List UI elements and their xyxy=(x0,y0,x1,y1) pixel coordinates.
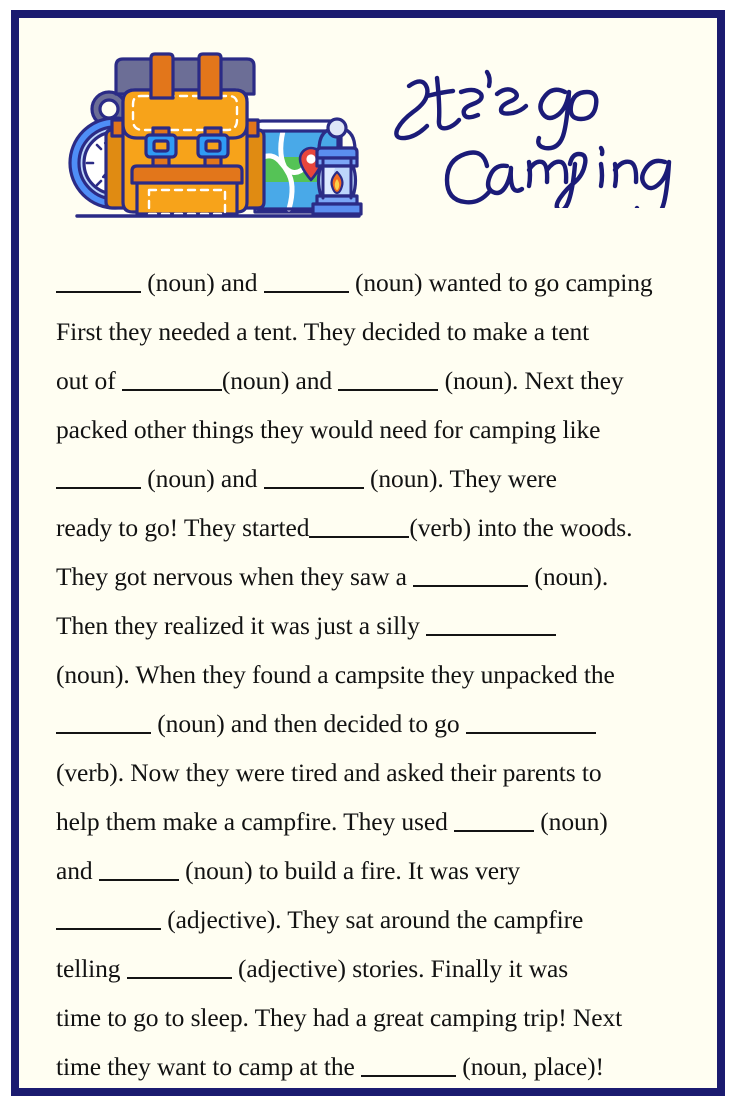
story-line xyxy=(56,601,716,650)
fill-in-blank[interactable] xyxy=(413,562,528,587)
story-line xyxy=(56,454,716,503)
story-text: (noun) and xyxy=(141,464,264,493)
fill-in-blank[interactable] xyxy=(56,905,161,930)
worksheet-header xyxy=(19,18,717,240)
story-line xyxy=(56,944,716,993)
story-text: (noun) wanted to go camping xyxy=(348,268,653,297)
fill-in-blank[interactable] xyxy=(466,709,596,734)
story-line xyxy=(56,993,716,1042)
story-text: ready to go! They started xyxy=(56,513,310,542)
story-line xyxy=(56,552,716,601)
page-border-frame xyxy=(11,10,725,1096)
story-text: (adjective) stories. Finally it was xyxy=(231,954,569,983)
story-text: help them make a campfire. They used xyxy=(56,807,455,836)
story-line xyxy=(56,258,716,307)
camping-gear-illustration xyxy=(67,32,367,232)
story-text: out of xyxy=(56,366,122,395)
story-line xyxy=(56,356,716,405)
story-line xyxy=(56,797,716,846)
story-text: (noun) xyxy=(534,807,608,836)
fill-in-blank[interactable] xyxy=(454,807,534,832)
fill-in-blank[interactable] xyxy=(264,464,364,489)
madlib-story-body xyxy=(56,258,716,1091)
story-text: (noun). They were xyxy=(363,464,557,493)
story-text: (verb). Now they were tired and asked their parents to xyxy=(56,758,602,787)
story-line xyxy=(56,650,716,699)
fill-in-blank[interactable] xyxy=(127,954,232,979)
story-line xyxy=(56,307,716,356)
story-text: They got nervous when they saw a xyxy=(56,562,414,591)
story-text: (noun, place)! xyxy=(456,1052,604,1081)
fill-in-blank[interactable] xyxy=(426,611,556,636)
story-line xyxy=(56,895,716,944)
story-text: (adjective). They sat around the campfire xyxy=(161,905,584,934)
fill-in-blank[interactable] xyxy=(56,268,141,293)
story-text: Then they realized it was just a silly xyxy=(56,611,426,640)
story-text: (noun). Next they xyxy=(438,366,624,395)
page-title xyxy=(379,58,709,208)
story-text: (verb) into the woods. xyxy=(409,513,633,542)
story-line xyxy=(56,405,716,454)
story-text: and xyxy=(56,856,99,885)
story-line xyxy=(56,503,716,552)
story-text: First they needed a tent. They decided to make a tent xyxy=(56,317,590,346)
story-line xyxy=(56,748,716,797)
fill-in-blank[interactable] xyxy=(309,513,409,538)
story-text: (noun). xyxy=(528,562,609,591)
story-text: time they want to camp at the xyxy=(56,1052,362,1081)
story-text: (noun) and xyxy=(221,366,339,395)
fill-in-blank[interactable] xyxy=(264,268,349,293)
story-line xyxy=(56,1042,716,1091)
story-line xyxy=(56,846,716,895)
story-line xyxy=(56,699,716,748)
fill-in-blank[interactable] xyxy=(361,1052,456,1077)
story-text: time to go to sleep. They had a great camping trip! Next xyxy=(56,1003,623,1032)
story-text: (noun) and xyxy=(141,268,264,297)
story-text: (noun) and then decided to go xyxy=(151,709,466,738)
story-text: (noun). When they found a campsite they unpacked the xyxy=(56,660,615,689)
fill-in-blank[interactable] xyxy=(99,856,179,881)
story-text: (noun) to build a fire. It was very xyxy=(178,856,521,885)
fill-in-blank[interactable] xyxy=(56,464,141,489)
story-text: telling xyxy=(56,954,127,983)
fill-in-blank[interactable] xyxy=(56,709,151,734)
backpack-icon xyxy=(106,54,264,214)
story-text: packed other things they would need for camping like xyxy=(56,415,601,444)
fill-in-blank[interactable] xyxy=(122,366,222,391)
fill-in-blank[interactable] xyxy=(338,366,438,391)
